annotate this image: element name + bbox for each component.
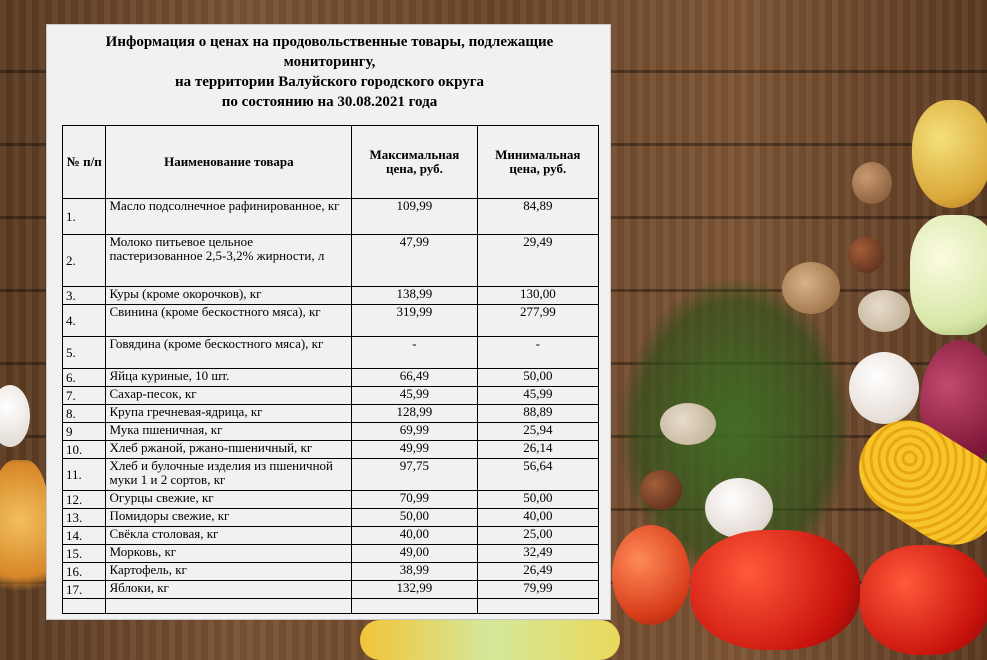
row-max-price: 66,49 <box>352 369 477 387</box>
row-min-price: 79,99 <box>477 581 598 599</box>
row-max-price: 132,99 <box>352 581 477 599</box>
row-min-price: 50,00 <box>477 491 598 509</box>
row-number: 5. <box>63 337 106 369</box>
row-number: 13. <box>63 509 106 527</box>
row-min-price: 25,94 <box>477 423 598 441</box>
table-row <box>63 337 599 369</box>
row-min-price: 84,89 <box>477 199 598 235</box>
row-product-name: Свёкла столовая, кг <box>106 527 352 545</box>
row-product-name: Яйца куриные, 10 шт. <box>106 369 352 387</box>
empty-table-row <box>63 599 599 614</box>
table-row <box>63 545 599 563</box>
row-min-price: 26,14 <box>477 441 598 459</box>
row-max-price: 47,99 <box>352 235 477 287</box>
row-number: 7. <box>63 387 106 405</box>
flower-decoration <box>0 460 50 610</box>
nut-decoration <box>852 162 892 204</box>
empty-cell <box>352 599 477 614</box>
squash-decoration <box>360 620 620 660</box>
table-row <box>63 423 599 441</box>
row-product-name: Свинина (кроме бескостного мяса), кг <box>106 305 352 337</box>
column-header-max-price: Максимальная цена, руб. <box>352 126 477 199</box>
row-min-price: 45,99 <box>477 387 598 405</box>
row-min-price: 32,49 <box>477 545 598 563</box>
table-row <box>63 581 599 599</box>
row-max-price: 50,00 <box>352 509 477 527</box>
row-max-price: 49,99 <box>352 441 477 459</box>
red-pepper-decoration <box>860 545 987 655</box>
row-min-price: 277,99 <box>477 305 598 337</box>
row-max-price: 45,99 <box>352 387 477 405</box>
row-min-price: 130,00 <box>477 287 598 305</box>
table-row <box>63 441 599 459</box>
row-number: 1. <box>63 199 106 235</box>
row-product-name: Огурцы свежие, кг <box>106 491 352 509</box>
row-max-price: 40,00 <box>352 527 477 545</box>
row-product-name: Куры (кроме окорочков), кг <box>106 287 352 305</box>
row-number: 14. <box>63 527 106 545</box>
chestnut-decoration <box>640 470 682 510</box>
garlic-decoration <box>849 352 919 424</box>
garlic-decoration <box>0 385 30 447</box>
heading-line: по состоянию на 30.08.2021 года <box>221 94 438 110</box>
row-min-price: 26,49 <box>477 563 598 581</box>
row-product-name: Сахар-песок, кг <box>106 387 352 405</box>
row-max-price: 97,75 <box>352 459 477 491</box>
table-row <box>63 459 599 491</box>
row-max-price: 319,99 <box>352 305 477 337</box>
quail-egg-decoration <box>858 290 910 332</box>
quail-egg-decoration <box>660 403 716 445</box>
row-max-price: 38,99 <box>352 563 477 581</box>
row-product-name: Крупа гречневая-ядрица, кг <box>106 405 352 423</box>
empty-cell <box>477 599 598 614</box>
table-row <box>63 305 599 337</box>
chestnut-decoration <box>848 237 884 273</box>
table-row <box>63 235 599 287</box>
red-pepper-decoration <box>690 530 860 650</box>
price-table <box>62 125 599 614</box>
row-min-price: 88,89 <box>477 405 598 423</box>
heading-line: на территории Валуйского городского округа <box>174 74 485 90</box>
row-min-price: 25,00 <box>477 527 598 545</box>
row-number: 10. <box>63 441 106 459</box>
row-product-name: Хлеб и булочные изделия из пшеничной муки 1 и 2 сортов, кг <box>106 459 352 491</box>
row-max-price: 128,99 <box>352 405 477 423</box>
row-number: 3. <box>63 287 106 305</box>
table-row <box>63 199 599 235</box>
walnut-decoration <box>782 262 840 314</box>
row-number: 8. <box>63 405 106 423</box>
row-max-price: 70,99 <box>352 491 477 509</box>
row-max-price: 49,00 <box>352 545 477 563</box>
row-product-name: Масло подсолнечное рафинированное, кг <box>106 199 352 235</box>
column-header-number: № п/п <box>63 126 106 199</box>
row-number: 12. <box>63 491 106 509</box>
document-heading <box>47 32 612 112</box>
row-number: 15. <box>63 545 106 563</box>
table-row <box>63 527 599 545</box>
heading-line: мониторингу, <box>283 54 376 70</box>
table-body <box>63 199 599 614</box>
table-row <box>63 509 599 527</box>
row-product-name: Хлеб ржаной, ржано-пшеничный, кг <box>106 441 352 459</box>
row-max-price: 69,99 <box>352 423 477 441</box>
empty-cell <box>63 599 106 614</box>
price-document <box>46 24 611 620</box>
row-min-price: 29,49 <box>477 235 598 287</box>
row-min-price: 50,00 <box>477 369 598 387</box>
row-number: 17. <box>63 581 106 599</box>
column-header-min-price: Минимальная цена, руб. <box>477 126 598 199</box>
table-row <box>63 387 599 405</box>
row-number: 11. <box>63 459 106 491</box>
table-row <box>63 405 599 423</box>
row-max-price: - <box>352 337 477 369</box>
row-product-name: Молоко питьевое цельное пастеризованное 2,5-3,2% жирности, л <box>106 235 352 287</box>
table-row <box>63 369 599 387</box>
heading-line: Информация о ценах на продовольственные товары, подлежащие <box>105 34 554 50</box>
row-number: 6. <box>63 369 106 387</box>
row-number: 16. <box>63 563 106 581</box>
tomato-decoration <box>612 525 690 625</box>
table-row <box>63 563 599 581</box>
row-min-price: - <box>477 337 598 369</box>
garlic-decoration <box>705 478 773 538</box>
yellow-pepper-decoration <box>910 215 987 335</box>
row-max-price: 138,99 <box>352 287 477 305</box>
column-header-name: Наименование товара <box>106 126 352 199</box>
row-product-name: Яблоки, кг <box>106 581 352 599</box>
row-number: 4. <box>63 305 106 337</box>
row-product-name: Помидоры свежие, кг <box>106 509 352 527</box>
row-product-name: Мука пшеничная, кг <box>106 423 352 441</box>
row-number: 2. <box>63 235 106 287</box>
row-min-price: 40,00 <box>477 509 598 527</box>
empty-cell <box>106 599 352 614</box>
table-header-row <box>63 126 599 199</box>
pear-decoration <box>912 100 987 208</box>
table-row <box>63 287 599 305</box>
row-product-name: Морковь, кг <box>106 545 352 563</box>
row-number: 9 <box>63 423 106 441</box>
row-max-price: 109,99 <box>352 199 477 235</box>
row-min-price: 56,64 <box>477 459 598 491</box>
row-product-name: Говядина (кроме бескостного мяса), кг <box>106 337 352 369</box>
table-row <box>63 491 599 509</box>
row-product-name: Картофель, кг <box>106 563 352 581</box>
